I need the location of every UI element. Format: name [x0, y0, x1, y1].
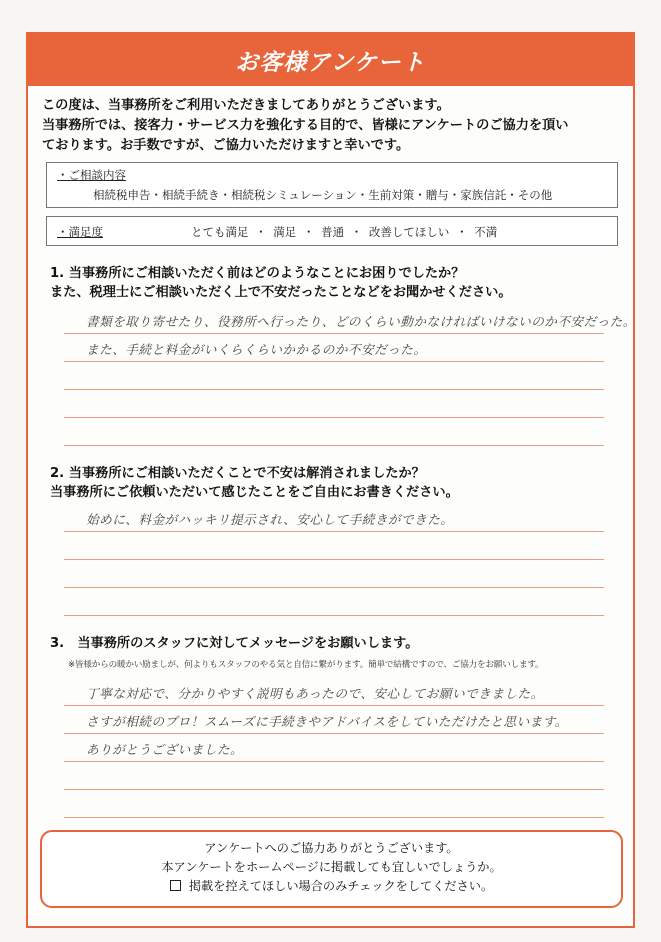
- blank-line: [64, 560, 604, 588]
- question-1: [50, 264, 512, 302]
- question-2-line: 2. 当事務所にご相談いただくことで不安は解消されましたか？: [50, 466, 425, 481]
- intro-text: [42, 96, 624, 156]
- handwritten-answer: さすが相続のプロ！スムーズに手続きやアドバイスをしていただけたと思います。: [86, 714, 568, 729]
- footer-thanks: アンケートへのご協力ありがとうございます。: [204, 841, 459, 855]
- intro-line: 当事務所では、接客力・サービス力を強化する目的で、皆様にアンケートのご協力を頂い: [42, 118, 569, 133]
- footer-box: [40, 830, 623, 908]
- blank-line: [64, 532, 604, 560]
- answer-area-2: [64, 504, 604, 616]
- question-3-line: 3. 当事務所のスタッフに対してメッセージをお願いします。: [50, 636, 419, 651]
- question-3-note: ※皆様からの暖かい励ましが、何よりもスタッフのやる気と自信に繋がります。簡単で結構ですので、ご協力をお願いします。: [68, 660, 544, 670]
- handwritten-answer: 丁寧な対応で、分かりやすく説明もあったので、安心してお願いできました。: [86, 686, 544, 701]
- title-bar: [28, 34, 633, 86]
- satisfaction-label: ・満足度: [57, 225, 103, 239]
- footer-consent-label: 掲載を控えてほしい場合のみチェックをしてください。: [188, 879, 494, 893]
- question-3: [50, 634, 418, 653]
- survey-sheet: [26, 32, 635, 928]
- intro-line: ております。お手数ですが、ご協力いただけますと幸いです。: [42, 138, 410, 153]
- question-2: [50, 464, 459, 502]
- answer-area-1: [64, 306, 636, 446]
- consent-checkbox[interactable]: [170, 880, 181, 891]
- blank-line: [64, 362, 604, 390]
- handwritten-answer: ありがとうございました。: [86, 742, 244, 757]
- handwritten-answer: 書類を取り寄せたり、役務所へ行ったり、どのくらい動かなければいけないのか不安だった。: [86, 314, 636, 329]
- blank-line: [64, 418, 604, 446]
- satisfaction-box: [46, 216, 618, 246]
- consultation-options: 相続税申告・相続手続き・相続税シミュレーション・生前対策・贈与・家族信託・その他: [93, 188, 553, 202]
- answer-area-3: [64, 678, 604, 818]
- handwritten-answer: また、手続と料金がいくらくらいかかるのか不安だった。: [86, 342, 427, 357]
- question-1-line: 1. 当事務所にご相談いただく前はどのようなことにお困りでしたか？: [50, 266, 465, 281]
- blank-line: [64, 790, 604, 818]
- question-2-line: 当事務所にご依頼いただいて感じたことをご自由にお書きください。: [50, 485, 459, 500]
- page-title: お客様アンケート: [235, 49, 426, 76]
- blank-line: [64, 588, 604, 616]
- consultation-box: [46, 162, 618, 208]
- footer-consent: [42, 877, 621, 896]
- handwritten-answer: 始めに、料金がハッキリ提示され、安心して手続きができた。: [86, 512, 454, 527]
- blank-line: [64, 390, 604, 418]
- footer-question: 本アンケートをホームページに掲載しても宜しいでしょうか。: [161, 860, 502, 874]
- satisfaction-options: とても満足 ・ 満足 ・ 普通 ・ 改善してほしい ・ 不満: [191, 225, 498, 239]
- blank-line: [64, 762, 604, 790]
- intro-line: この度は、当事務所をご利用いただきましてありがとうございます。: [42, 98, 450, 113]
- question-1-line: また、税理士にご相談いただく上で不安だったことなどをお聞かせください。: [50, 285, 512, 300]
- consultation-label: ・ご相談内容: [57, 168, 126, 182]
